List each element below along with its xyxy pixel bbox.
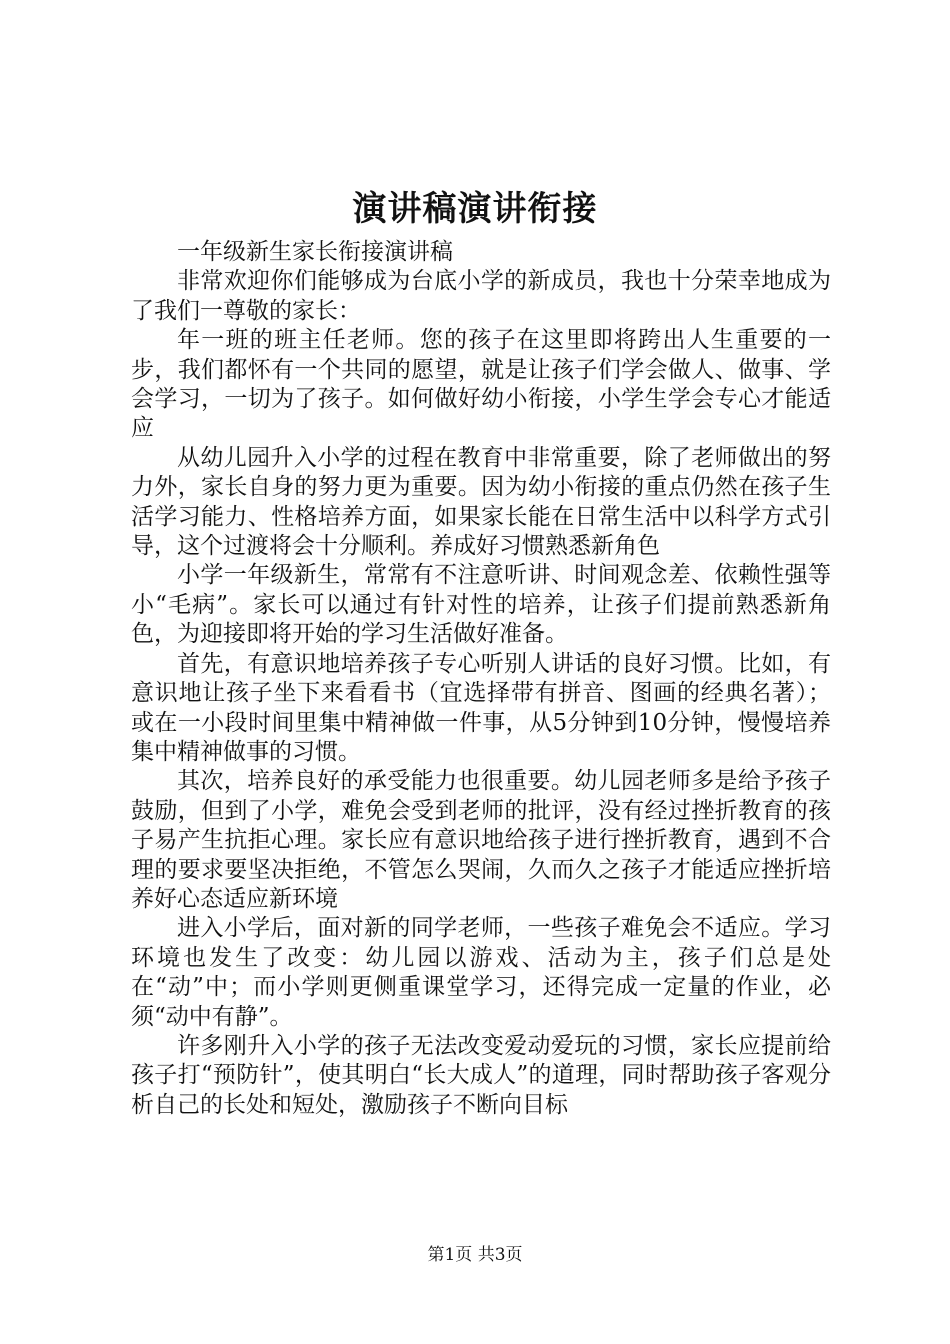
document-body (131, 238, 831, 1120)
paragraph: 年一班的班主任老师。您的孩子在这里即将跨出人生重要的一步，我们都怀有一个共同的愿望，就是让孩子们学会做人、做事、学会学习，一切为了孩子。如何做好幼小衔接，小学生学会专心才能适应 (131, 327, 831, 442)
paragraph: 小学一年级新生，常常有不注意听讲、时间观念差、依赖性强等小“毛病”。家长可以通过有针对性的培养，让孩子们提前熟悉新角色，为迎接即将开始的学习生活做好准备。 (131, 562, 831, 648)
paragraph: 首先，有意识地培养孩子专心听别人讲话的良好习惯。比如，有意识地让孩子坐下来看看书（宜选择带有拼音、图画的经典名著）；或在一小段时间里集中精神做一件事，从5分钟到10分钟，慢慢培养集中精神做事的习惯。 (131, 650, 831, 765)
paragraph: 一年级新生家长衔接演讲稿 (177, 239, 453, 265)
paragraph: 许多刚升入小学的孩子无法改变爱动爱玩的习惯，家长应提前给孩子打“预防针”，使其明白“长大成人”的道理，同时帮助孩子客观分析自己的长处和短处，激励孩子不断向目标 (131, 1032, 831, 1118)
paragraph: 非常欢迎你们能够成为台底小学的新成员，我也十分荣幸地成为了我们一尊敬的家长： (131, 268, 831, 324)
paragraph: 其次，培养良好的承受能力也很重要。幼儿园老师多是给予孩子鼓励，但到了小学，难免会受到老师的批评，没有经过挫折教育的孩子易产生抗拒心理。家长应有意识地给孩子进行挫折教育，遇到不合理的要求要坚决拒绝，不管怎么哭闹，久而久之孩子才能适应挫折培养好心态适应新环境 (131, 768, 831, 912)
document-title: 演讲稿演讲衔接 (352, 189, 598, 229)
paragraph: 从幼儿园升入小学的过程在教育中非常重要，除了老师做出的努力外，家长自身的努力更为重要。因为幼小衔接的重点仍然在孩子生活学习能力、性格培养方面，如果家长能在日常生活中以科学方式引导，这个过渡将会十分顺利。养成好习惯熟悉新角色 (131, 444, 831, 560)
paragraph: 进入小学后，面对新的同学老师，一些孩子难免会不适应。学习环境也发生了改变：幼儿园以游戏、活动为主，孩子们总是处在“动”中；而小学则更侧重课堂学习，还得完成一定量的作业，必须“动中有静”。 (131, 915, 831, 1030)
page-footer: 第1页 共3页 (427, 1245, 523, 1265)
